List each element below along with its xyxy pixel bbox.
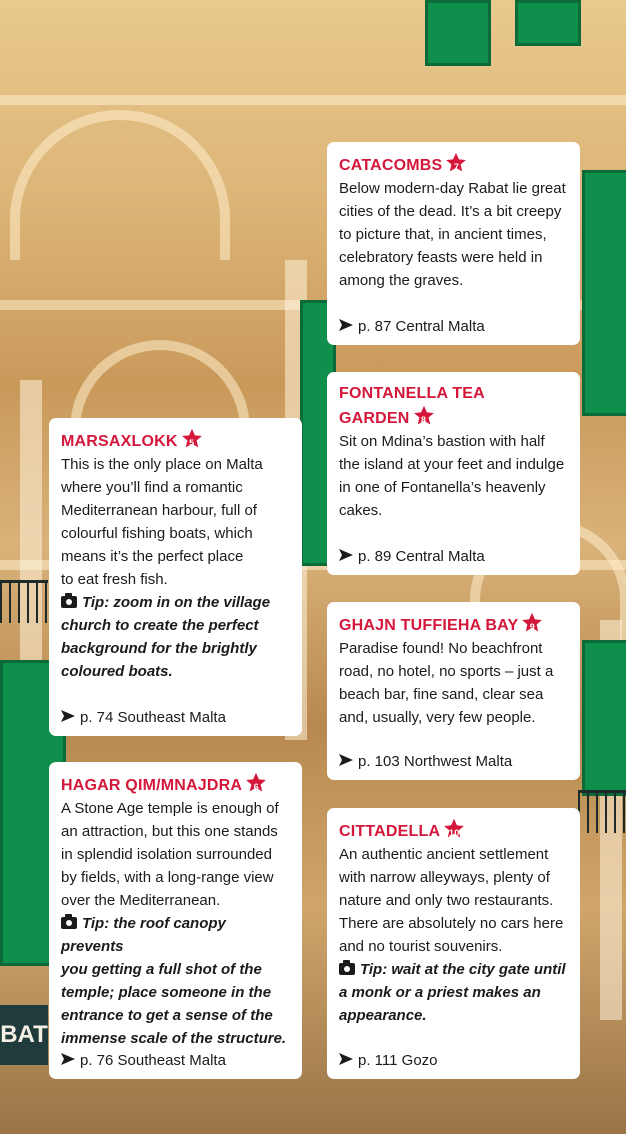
entry-description: A Stone Age temple is enough of an attraction, but this one stands in splendid isolation surrounded by fields, with a long-range view over the Mediterranean.: [61, 800, 279, 909]
photo-tip: Tip: zoom in on the village church to create the perfect background for the brightly coloured boats.: [61, 594, 271, 680]
arrowhead-icon: [61, 1053, 75, 1065]
entry-card-catacombs: [327, 142, 580, 345]
entry-description: Below modern-day Rabat lie great cities of the dead. It’s a bit creepy to picture that, in ancient times, celebratory feasts were held in among the graves.: [339, 180, 566, 289]
entry-card-hagar-qim: [49, 762, 302, 1079]
red-star-icon: 6: [245, 772, 267, 794]
page-reference: p. 89 Central Malta: [339, 547, 485, 567]
entry-description: An authentic ancient settlement with narrow alleyways, plenty of nature and only two restaurants. There are absolutely no cars here and no tourist souvenirs.: [339, 846, 564, 955]
red-star-icon: 9: [521, 612, 543, 634]
camera-icon: [339, 963, 355, 975]
camera-icon: [61, 917, 77, 929]
entry-card-marsaxlokk: [49, 418, 302, 736]
entry-description: Sit on Mdina’s bastion with half the island at your feet and indulge in one of Fontanella’s heavenly cakes.: [339, 433, 565, 519]
arrowhead-icon: [339, 1053, 353, 1065]
red-star-icon: 8: [413, 405, 435, 427]
entry-description: Paradise found! No beachfront road, no hotel, no sports – just a beach bar, fine sand, clear sea and, usually, very few people.: [339, 640, 554, 726]
entry-card-fontanella: [327, 372, 580, 575]
red-star-icon: 5: [181, 428, 203, 450]
entry-title: CATACOMBS 7: [339, 152, 568, 177]
entry-title: HAGAR QIM/MNAJDRA 6: [61, 772, 290, 797]
entry-description: This is the only place on Malta where you’ll find a romantic Mediterranean harbour, full of colourful fishing boats, which means it’s the perfect place to eat fresh fish.: [61, 456, 263, 588]
page-reference: p. 103 Northwest Malta: [339, 752, 512, 772]
photo-tip: Tip: wait at the city gate until a monk or a priest makes an appearance.: [339, 961, 566, 1024]
entry-card-cittadella: [327, 808, 580, 1079]
page-reference: p. 111 Gozo: [339, 1051, 438, 1071]
page-reference: p. 74 Southeast Malta: [61, 708, 226, 728]
red-star-icon: 7: [445, 152, 467, 174]
entry-title: CITTADELLA 10: [339, 818, 568, 843]
arrowhead-icon: [61, 710, 75, 722]
page-reference: p. 76 Southeast Malta: [61, 1051, 226, 1071]
entry-title: MARSAXLOKK 5: [61, 428, 290, 453]
entry-card-ghajn-tuffieha: [327, 602, 580, 780]
arrowhead-icon: [339, 319, 353, 331]
arrowhead-icon: [339, 754, 353, 766]
red-star-icon: 10: [443, 818, 465, 840]
entry-title: GHAJN TUFFIEHA BAY 9: [339, 612, 568, 637]
arrowhead-icon: [339, 549, 353, 561]
entry-title: FONTANELLA TEA GARDEN 8: [339, 385, 485, 427]
page-reference: p. 87 Central Malta: [339, 317, 485, 337]
sign-text: BAT: [0, 1005, 48, 1065]
photo-tip: Tip: the roof canopy prevents you getting a full shot of the temple; place someone in the entrance to get a sense of the immense scale of the structure.: [61, 915, 287, 1047]
camera-icon: [61, 596, 77, 608]
